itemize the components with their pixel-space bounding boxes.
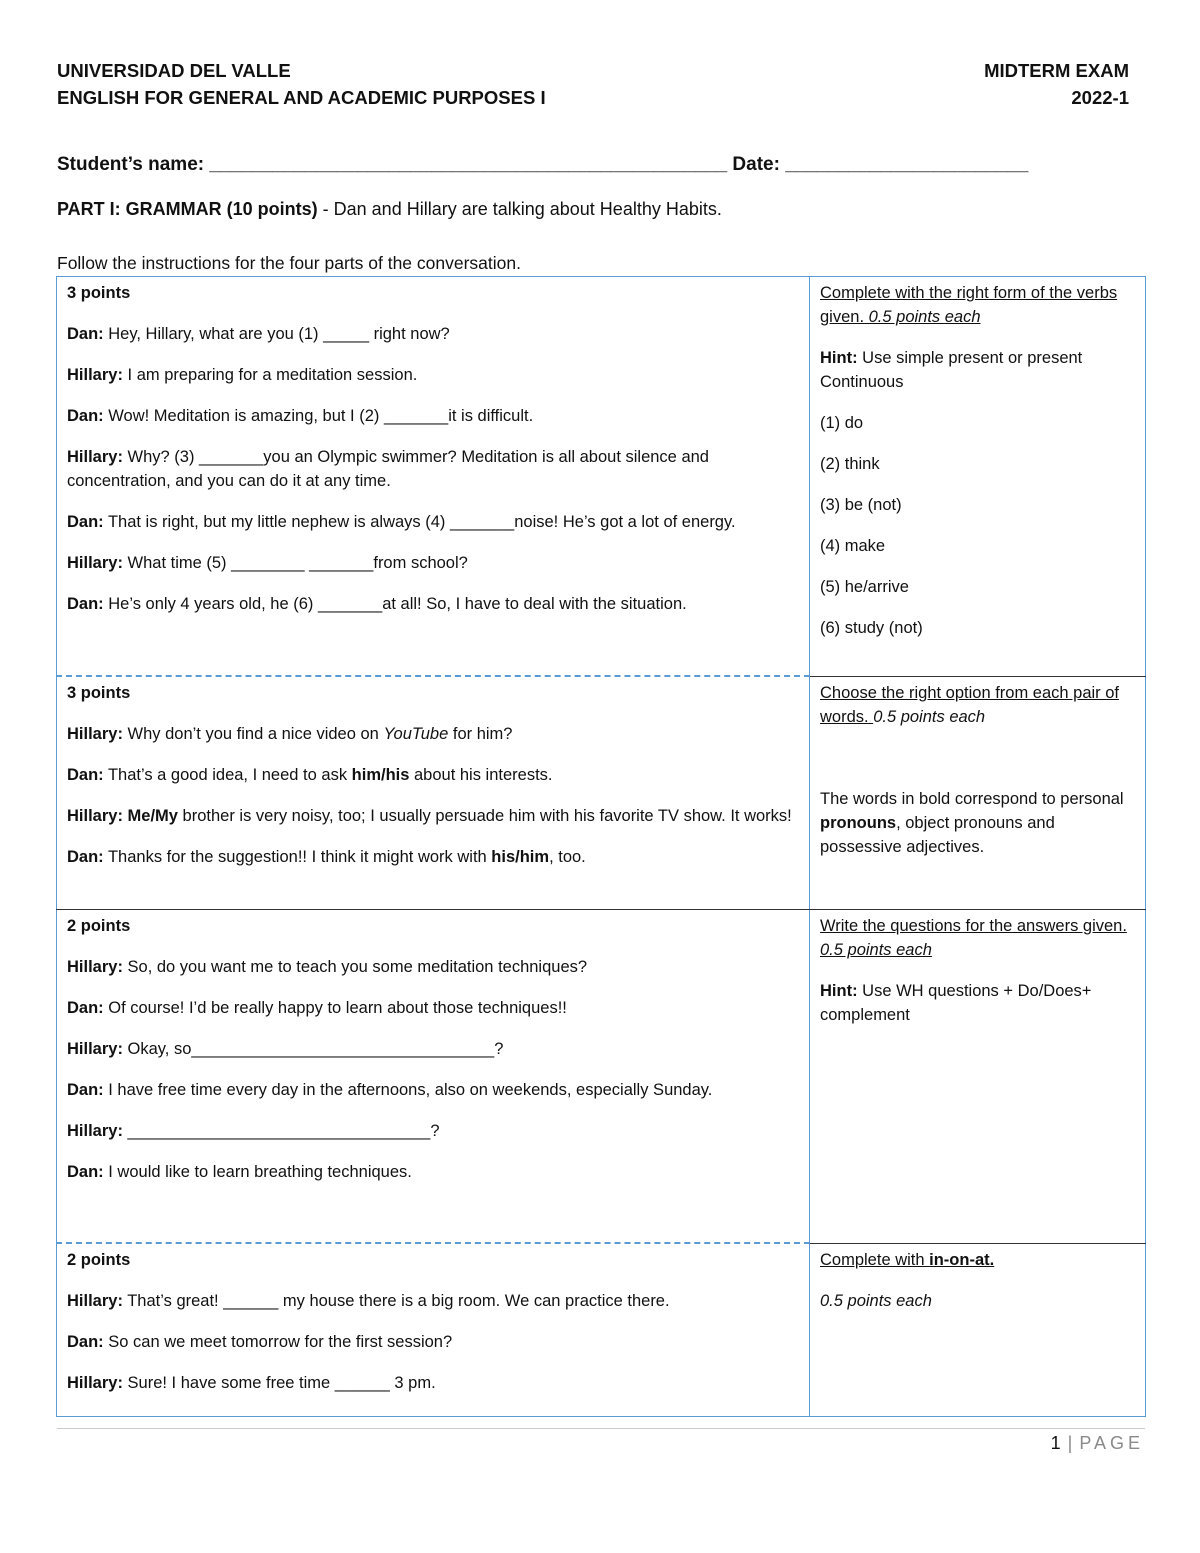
line-text: He’s only 4 years old, he (6) _______at all! So, I have to deal with the situation. (103, 595, 687, 613)
line-text: for him? (448, 725, 513, 743)
instruction-text (820, 1248, 1135, 1272)
section-3-instructions (810, 910, 1146, 1244)
instruction-points: 0.5 points each (820, 1291, 932, 1310)
instruction-text: Choose the right option from each pair of words. (820, 683, 1120, 726)
word-choice[interactable]: him/his (351, 766, 410, 784)
speaker: Hillary: (67, 1122, 123, 1140)
instruction-points: 0.5 points each (864, 308, 981, 326)
section-points: 3 points (67, 684, 131, 702)
student-info-line (57, 154, 1135, 176)
line-text[interactable]: _________________________________? (122, 1122, 440, 1140)
line-text: I would like to learn breathing techniques. (103, 1163, 412, 1181)
dialogue-line (67, 1037, 799, 1061)
dialogue-line (67, 1078, 799, 1102)
section-2-instructions (810, 676, 1146, 910)
speaker: Hillary: (67, 725, 123, 743)
instruction-points: 0.5 points each (873, 707, 986, 726)
line-text: That’s a good idea, I need to ask (103, 766, 352, 784)
dialogue-line (67, 955, 799, 979)
dialogue-line (67, 363, 799, 387)
line-text: Of course! I’d be really happy to learn about those techniques!! (103, 999, 567, 1017)
line-text: Why don’t you find a nice video on (122, 725, 384, 743)
instruction-points: 0.5 points each (820, 941, 932, 959)
hint-text: Use WH questions + Do/Does+ complement (820, 982, 1092, 1024)
instruction-text: Complete with the right form of the verbs given. (820, 284, 1118, 326)
speaker: Dan: (67, 766, 104, 784)
note-text: , object pronouns and possessive adjectives. (820, 813, 1055, 856)
line-text: Sure! I have some free time ______ 3 pm. (122, 1374, 436, 1392)
line-text: Wow! Meditation is amazing, but I (2) _______it is difficult. (103, 407, 534, 425)
line-text: So, do you want me to teach you some meditation techniques? (122, 958, 588, 976)
note-bold: pronouns (820, 813, 897, 832)
page-label: PAGE (1079, 1433, 1144, 1453)
instruction-text: Write the questions for the answers given. (820, 917, 1127, 935)
section-points: 3 points (67, 284, 131, 302)
speaker: Dan: (67, 513, 104, 531)
speaker: Dan: (67, 1081, 104, 1099)
student-name-blank[interactable]: _________________________________________________ (209, 154, 728, 175)
speaker: Hillary: (67, 1040, 123, 1058)
verb-item: (4) make (820, 537, 886, 555)
exercise-table (56, 276, 1146, 1417)
speaker: Dan: (67, 999, 104, 1017)
speaker: Dan: (67, 325, 104, 343)
hint-label: Hint: (820, 982, 858, 1000)
speaker: Dan: (67, 848, 104, 866)
dialogue-line (67, 445, 799, 493)
word-choice[interactable]: his/him (491, 848, 550, 866)
date-blank[interactable]: _______________________ (785, 154, 1029, 175)
exam-title: MIDTERM EXAM (984, 60, 1129, 81)
section-4 (57, 1243, 1146, 1417)
verb-item: (1) do (820, 414, 864, 432)
speaker: Dan: (67, 1163, 104, 1181)
hint (820, 979, 1135, 1027)
speaker: Dan: (67, 595, 104, 613)
speaker: Hillary: (67, 448, 123, 466)
footer-divider (57, 1428, 1145, 1429)
line-text: Hey, Hillary, what are you (1) _____ right now? (103, 325, 450, 343)
line-text: So can we meet tomorrow for the first session? (103, 1333, 453, 1351)
section-4-conversation (57, 1243, 810, 1417)
section-3 (57, 910, 1146, 1244)
dialogue-line (67, 1371, 799, 1395)
section-points: 2 points (67, 917, 131, 935)
page-footer (1051, 1433, 1144, 1454)
course-name: ENGLISH FOR GENERAL AND ACADEMIC PURPOSES I (57, 87, 546, 108)
instruction-part: Complete with (820, 1250, 930, 1269)
verb-item: (2) think (820, 455, 880, 473)
part-title (57, 199, 722, 220)
section-4-instructions (810, 1243, 1146, 1417)
university-name: UNIVERSIDAD DEL VALLE (57, 60, 291, 81)
word-choice[interactable]: Me/My (122, 807, 178, 825)
line-text: I am preparing for a meditation session. (122, 366, 418, 384)
section-1 (57, 277, 1146, 677)
dialogue-line (67, 804, 799, 828)
dialogue-line (67, 1160, 799, 1184)
speaker: Hillary: (67, 554, 123, 572)
speaker: Hillary: (67, 366, 123, 384)
page-number: 1 (1050, 1433, 1062, 1453)
line-text[interactable]: Okay, so_________________________________? (122, 1040, 504, 1058)
dialogue-line (67, 592, 799, 616)
hint-text: Use simple present or present Continuous (820, 349, 1083, 391)
student-name-label: Student’s name: (57, 154, 210, 175)
section-1-instructions (810, 277, 1146, 677)
dialogue-line (67, 510, 799, 534)
dialogue-line (67, 763, 799, 787)
section-3-conversation (57, 910, 810, 1244)
note-text: The words in bold correspond to personal (820, 789, 1124, 808)
section-2-conversation (57, 676, 810, 910)
footer-separator: | (1067, 1433, 1074, 1453)
hint-label: Hint: (820, 349, 858, 367)
dialogue-line (67, 322, 799, 346)
speaker: Dan: (67, 407, 104, 425)
part-instructions: Follow the instructions for the four parts of the conversation. (57, 253, 521, 273)
line-text: That is right, but my little nephew is always (4) _______noise! He’s got a lot of energy. (103, 513, 736, 531)
hint (820, 346, 1135, 394)
dialogue-line (67, 1119, 799, 1143)
dialogue-line (67, 722, 799, 746)
verb-item: (6) study (not) (820, 619, 923, 637)
verb-item: (3) be (not) (820, 496, 902, 514)
exam-term: 2022-1 (1071, 87, 1129, 108)
line-text: Thanks for the suggestion!! I think it might work with (103, 848, 492, 866)
section-2 (57, 676, 1146, 910)
part-heading: PART I: GRAMMAR (10 points) (57, 199, 318, 219)
speaker: Dan: (67, 1333, 104, 1351)
dialogue-line (67, 404, 799, 428)
line-text: I have free time every day in the afternoons, also on weekends, especially Sunday. (103, 1081, 713, 1099)
line-text: , too. (549, 848, 586, 866)
line-italic: YouTube (383, 725, 449, 743)
dialogue-line (67, 551, 799, 575)
verb-item: (5) he/arrive (820, 578, 909, 596)
instruction-bold: in-on-at. (929, 1250, 995, 1269)
section-points: 2 points (67, 1251, 131, 1269)
date-label: Date: (727, 154, 786, 175)
line-text: What time (5) ________ _______from school? (122, 554, 468, 572)
speaker: Hillary: (67, 1374, 123, 1392)
line-text: about his interests. (409, 766, 553, 784)
pronoun-note (820, 787, 1135, 859)
section-1-conversation (57, 277, 810, 677)
speaker: Hillary: (67, 1292, 123, 1310)
exam-header (57, 57, 1129, 111)
dialogue-line (67, 1289, 799, 1313)
dialogue-line (67, 845, 799, 869)
dialogue-line (67, 996, 799, 1020)
speaker: Hillary: (67, 807, 123, 825)
line-text: brother is very noisy, too; I usually persuade him with his favorite TV show. It works! (177, 807, 792, 825)
dialogue-line (67, 1330, 799, 1354)
line-text: That’s great! ______ my house there is a big room. We can practice there. (122, 1292, 670, 1310)
speaker: Hillary: (67, 958, 123, 976)
line-text: Why? (3) _______you an Olympic swimmer? Meditation is all about silence and concentration, and you can do it at any time. (67, 448, 709, 490)
part-subtitle: - Dan and Hillary are talking about Healthy Habits. (317, 199, 722, 219)
